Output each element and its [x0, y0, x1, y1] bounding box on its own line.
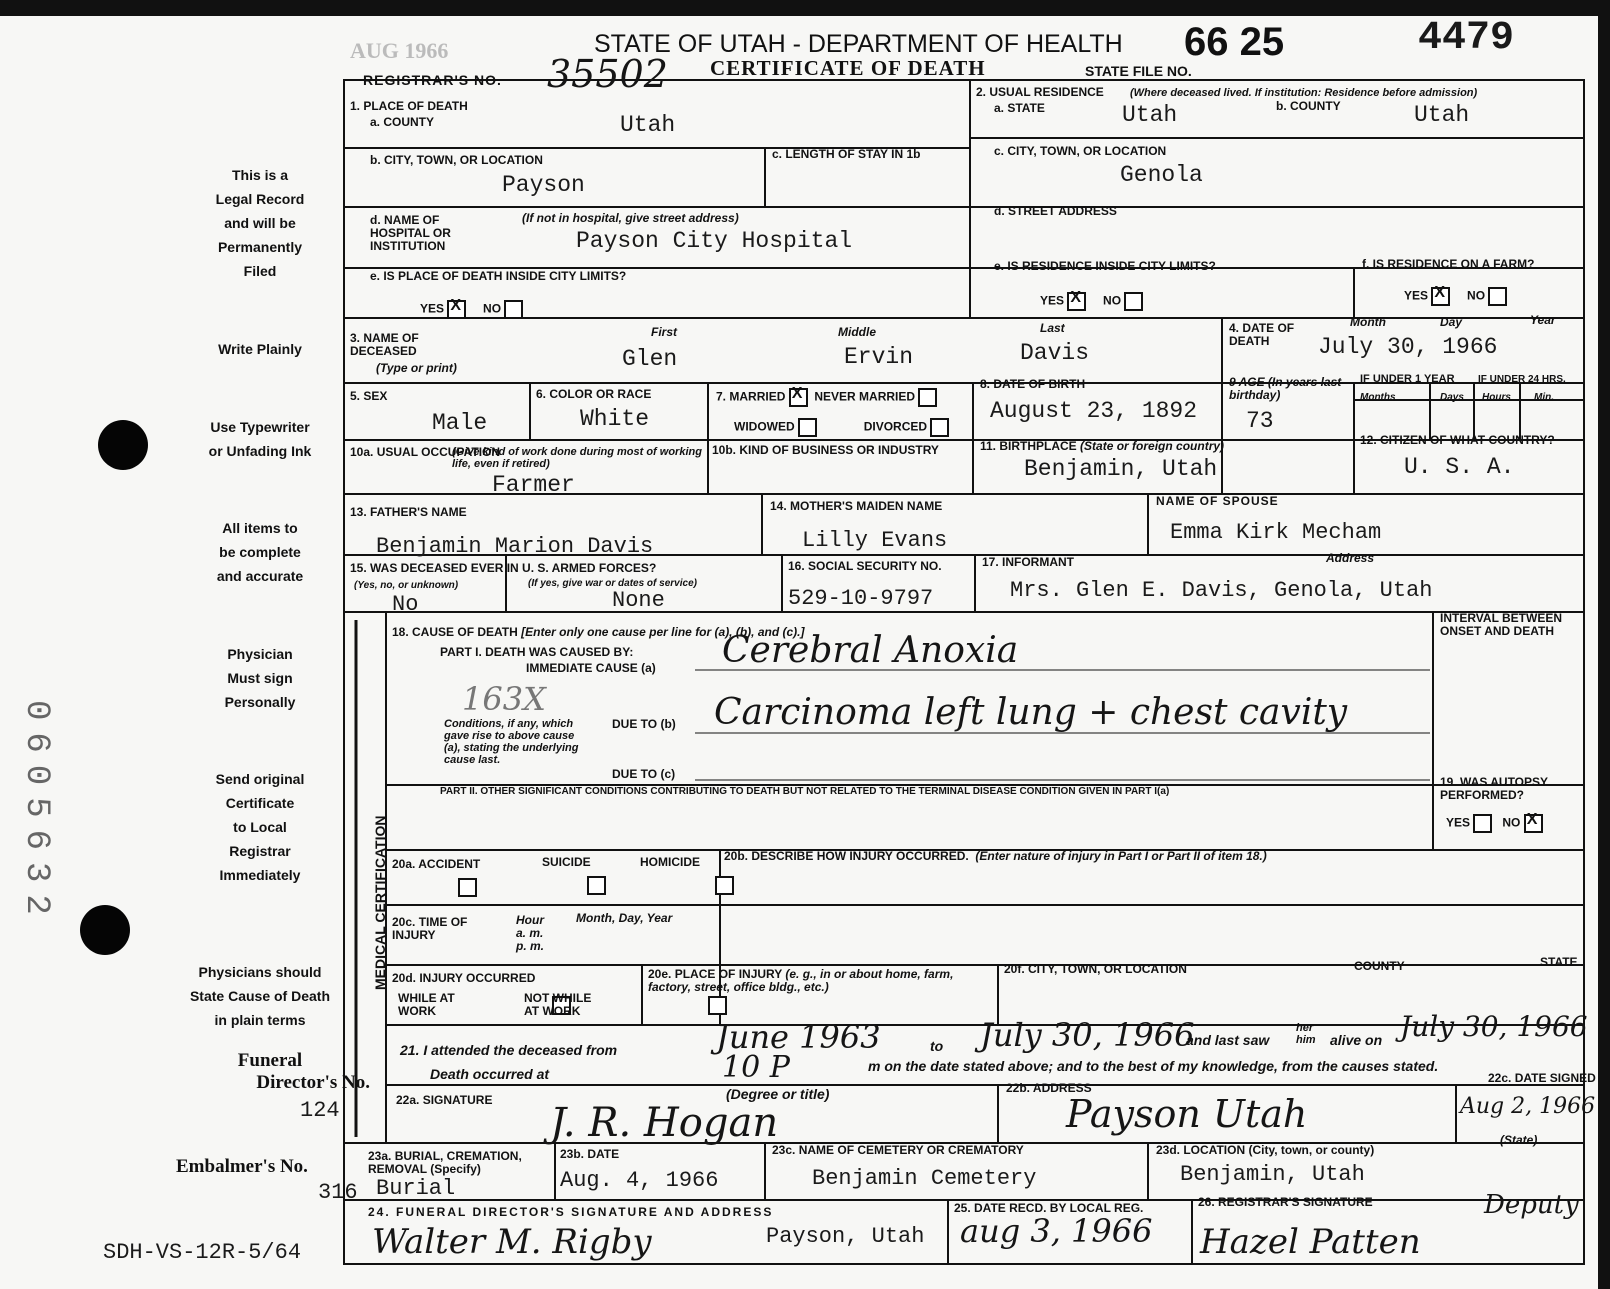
due-to-c-label: DUE TO (c)	[612, 767, 676, 781]
cemetery-label: 23c. NAME OF CEMETERY OR CREMATORY	[772, 1143, 1024, 1157]
war-value: None	[612, 588, 665, 613]
farm-yes-checkbox[interactable]	[1431, 287, 1450, 306]
physician-signature: J. R. Hogan	[550, 1100, 779, 1146]
autopsy-label: 19. WAS AUTOPSY PERFORMED?	[1440, 775, 1548, 802]
under-1-year-label: IF UNDER 1 YEAR	[1360, 373, 1455, 385]
injury-county-label: COUNTY	[1354, 959, 1405, 973]
hospital-name: Payson City Hospital	[576, 228, 853, 254]
to-label: to	[930, 1038, 944, 1054]
cause-a-value: Cerebral Anoxia	[722, 630, 1019, 671]
typewriter-note: Use Typewriter or Unfading Ink	[208, 419, 312, 459]
age-value: 73	[1246, 408, 1274, 434]
embalmer-number: 316	[318, 1180, 358, 1205]
punch-hole-bottom	[80, 905, 130, 955]
label-date-of-death: 4. DATE OF DEATH	[1229, 321, 1295, 348]
her-him-label: her him	[1296, 1022, 1316, 1046]
marital-status-bottom: WIDOWED DIVORCED	[734, 418, 949, 437]
on-date-stated-label: m on the date stated above; and to the best of my knowledge, from the causes stated.	[868, 1058, 1439, 1074]
injury-state-label: STATE	[1540, 955, 1578, 969]
date-signed-label: 22c. DATE SIGNED	[1488, 1071, 1596, 1085]
place-of-injury-label: 20e. PLACE OF INJURY (e. g., in or about home, farm, factory, street, office bldg., etc.)	[648, 967, 954, 994]
war-note: (If yes, give war or dates of service)	[528, 578, 697, 589]
residence-county: Utah	[1414, 102, 1470, 128]
cause-code: 163X	[462, 680, 546, 718]
registrar-no-value: 35502	[547, 52, 668, 96]
due-to-b-label: DUE TO (b)	[612, 717, 676, 731]
label-state: a. STATE	[994, 101, 1045, 115]
funeral-director-address: Payson, Utah	[766, 1224, 925, 1249]
date-recd-label: 25. DATE RECD. BY LOCAL REG.	[954, 1201, 1144, 1215]
birthplace-value: Benjamin, Utah	[1024, 456, 1218, 482]
father-name: Benjamin Marion Davis	[376, 534, 654, 559]
suicide-label: SUICIDE	[542, 855, 591, 869]
hours-label: Hours	[1482, 392, 1511, 403]
autopsy-yes-checkbox[interactable]	[1473, 814, 1492, 833]
physician-address: Payson Utah	[1066, 1092, 1308, 1136]
vertical-serial-number: 0605632	[17, 700, 55, 927]
married-checkbox[interactable]	[789, 388, 808, 407]
res-inside-city-checkboxes: YES X NO	[1040, 292, 1143, 311]
year-label: Year	[1530, 313, 1556, 327]
label-father: 13. FATHER'S NAME	[350, 505, 467, 519]
form-code: SDH-VS-12R-5/64	[103, 1240, 302, 1265]
label-usual-residence: 2. USUAL RESIDENCE	[976, 85, 1104, 99]
label-city: b. CITY, TOWN, OR LOCATION	[370, 153, 543, 167]
attended-label: 21. I attended the deceased from	[400, 1042, 618, 1058]
hospital-note: (If not in hospital, give street address)	[522, 211, 739, 225]
state-file-no-label: STATE FILE NO.	[1085, 63, 1192, 79]
occupation-note: (Give kind of work done during most of working life, even if retired)	[452, 446, 702, 470]
burial-date-label: 23b. DATE	[560, 1147, 620, 1161]
conditions-note: Conditions, if any, which gave rise to above cause (a), stating the underlying cause last.	[444, 718, 579, 766]
cemetery-location-value: Benjamin, Utah	[1180, 1162, 1365, 1187]
informant-value: Mrs. Glen E. Davis, Genola, Utah	[1010, 578, 1433, 603]
inside-city-yes-checkbox[interactable]	[447, 300, 466, 319]
address-22b-label: 22b. ADDRESS	[1006, 1081, 1092, 1095]
top-right-number: 4479	[1418, 16, 1515, 61]
file-number-handwritten: 66 25	[1184, 20, 1285, 64]
occupation-value: Farmer	[492, 472, 575, 498]
death-city: Payson	[502, 172, 585, 198]
label-county: a. COUNTY	[370, 115, 435, 129]
accident-checkbox[interactable]	[458, 878, 477, 897]
armed-forces-note: (Yes, no, or unknown)	[354, 580, 459, 591]
deputy-note: Deputy	[1484, 1190, 1579, 1220]
punch-hole-top	[98, 420, 148, 470]
degree-label: (Degree or title)	[726, 1086, 830, 1102]
homicide-label: HOMICIDE	[640, 855, 700, 869]
address-label: Address	[1326, 551, 1375, 565]
burial-date-value: Aug. 4, 1966	[560, 1168, 719, 1193]
label-race: 6. COLOR OR RACE	[536, 387, 652, 401]
date-signed-value: Aug 2, 1966	[1460, 1094, 1596, 1119]
label-street: d. STREET ADDRESS	[994, 204, 1117, 218]
death-occurred-label: Death occurred at	[430, 1066, 550, 1082]
label-farm: f. IS RESIDENCE ON A FARM?	[1362, 257, 1535, 271]
interval-label: INTERVAL BETWEEN ONSET AND DEATH	[1440, 611, 1563, 638]
type-or-print-note: (Type or print)	[376, 361, 457, 375]
never-married-checkbox[interactable]	[918, 388, 937, 407]
label-res-inside-city: e. IS RESIDENCE INSIDE CITY LIMITS?	[994, 259, 1216, 273]
funeral-director-number: 124	[300, 1098, 340, 1123]
last-label: Last	[1040, 321, 1065, 335]
label-res-county: b. COUNTY	[1276, 99, 1341, 113]
month-label: Month	[1350, 315, 1386, 329]
mother-name: Lilly Evans	[802, 528, 948, 553]
farm-checkboxes: YES X NO	[1404, 287, 1507, 306]
birth-date: August 23, 1892	[990, 398, 1198, 424]
embalmer-label: Embalmer's No.	[176, 1156, 308, 1177]
residence-note: (Where deceased lived. If institution: Residence before admission)	[1130, 87, 1478, 99]
middle-label: Middle	[838, 325, 876, 339]
suicide-checkbox[interactable]	[587, 876, 606, 895]
homicide-checkbox[interactable]	[715, 876, 734, 895]
attended-to-value: July 30, 1966	[980, 1016, 1195, 1054]
date-of-death: July 30, 1966	[1318, 334, 1498, 360]
cause-terms-note: Physicians should State Cause of Death in plain terms	[189, 964, 331, 1028]
label-cause-of-death: 18. CAUSE OF DEATH [Enter only one cause per line for (a), (b), and (c).]	[392, 625, 805, 639]
funeral-director-signature: Walter M. Rigby	[372, 1222, 652, 1262]
alive-on-value: July 30, 1966	[1400, 1010, 1588, 1043]
accident-label: 20a. ACCIDENT	[392, 857, 481, 871]
signature-label: 22a. SIGNATURE	[396, 1093, 493, 1107]
sex-value: Male	[432, 410, 488, 436]
month-day-year-label: Month, Day, Year	[576, 911, 673, 925]
label-inside-city: e. IS PLACE OF DEATH INSIDE CITY LIMITS?	[370, 269, 627, 283]
autopsy-checkboxes: YES NO X	[1446, 814, 1543, 833]
registrar-signature: Hazel Patten	[1200, 1222, 1421, 1262]
label-ssn: 16. SOCIAL SECURITY NO.	[788, 559, 942, 573]
write-plainly-note: Write Plainly	[218, 341, 302, 357]
cemetery-location-label: 23d. LOCATION (City, town, or county)	[1156, 1143, 1375, 1157]
death-inside-city-checkboxes: YES X NO	[420, 300, 523, 319]
part-1-label: PART I. DEATH WAS CAUSED BY:	[440, 645, 634, 659]
residence-city: Genola	[1120, 162, 1203, 188]
time-of-injury-label: 20c. TIME OF INJURY	[392, 915, 468, 942]
marital-status-top: 7. MARRIED X NEVER MARRIED	[716, 388, 937, 407]
state-paren-label: (State)	[1500, 1133, 1538, 1147]
label-hospital: d. NAME OF HOSPITAL OR INSTITUTION	[370, 213, 451, 253]
label-age: 9 AGE (In years last birthday)	[1229, 375, 1342, 402]
part-2-label: PART II. OTHER SIGNIFICANT CONDITIONS CONTRIBUTING TO DEATH BUT NOT RELATED TO THE TERMINAL DISEASE CONDITION GIVEN IN PART I(a)	[440, 786, 1170, 797]
months-label: Months	[1360, 392, 1396, 403]
received-stamp: AUG 1966	[350, 38, 449, 63]
last-saw-label: and last saw	[1186, 1032, 1270, 1048]
cemetery-value: Benjamin Cemetery	[812, 1166, 1037, 1191]
farm-no-checkbox[interactable]	[1488, 287, 1507, 306]
complete-note: All items to be complete and accurate	[216, 520, 304, 584]
funeral-director-label: Funeral Director's No.	[237, 1050, 370, 1093]
funeral-director-sig-label: 24. FUNERAL DIRECTOR'S SIGNATURE AND ADDRESS	[368, 1205, 774, 1219]
label-mother: 14. MOTHER'S MAIDEN NAME	[770, 499, 943, 513]
label-occupation: 10a. USUAL OCCUPATION	[350, 445, 501, 459]
ssn-value: 529-10-9797	[788, 586, 934, 611]
label-name-deceased: 3. NAME OF DECEASED	[350, 331, 419, 358]
middle-name: Ervin	[844, 344, 914, 370]
first-name: Glen	[622, 346, 678, 372]
label-sex: 5. SEX	[350, 389, 388, 403]
label-birth-date: 8. DATE OF BIRTH	[980, 377, 1086, 391]
divorced-checkbox[interactable]	[930, 418, 949, 437]
injury-city-label: 20f. CITY, TOWN, OR LOCATION	[1004, 962, 1187, 976]
res-inside-no-checkbox[interactable]	[1124, 292, 1143, 311]
label-informant: 17. INFORMANT	[982, 555, 1075, 569]
registrar-no-label: REGISTRAR'S NO.	[363, 72, 502, 88]
while-at-work-label: WHILE AT WORK	[398, 991, 455, 1018]
label-length-of-stay: c. LENGTH OF STAY IN 1b	[772, 147, 921, 161]
death-county: Utah	[620, 112, 676, 138]
label-business: 10b. KIND OF BUSINESS OR INDUSTRY	[712, 443, 939, 457]
legal-record-note: This is a Legal Record and will be Permanently Filed	[215, 167, 305, 279]
last-name: Davis	[1020, 340, 1090, 366]
physician-note: Physician Must sign Personally	[224, 646, 296, 710]
first-label: First	[651, 325, 678, 339]
label-armed-forces: 15. WAS DECEASED EVER IN U. S. ARMED FORCES?	[350, 561, 657, 575]
burial-value: Burial	[376, 1176, 456, 1201]
under-24-label: IF UNDER 24 HRS.	[1478, 374, 1566, 385]
days-label: Days	[1440, 392, 1464, 403]
race-value: White	[580, 406, 650, 432]
burial-label: 23a. BURIAL, CREMATION, REMOVAL (Specify)	[368, 1149, 522, 1176]
not-while-checkbox[interactable]	[708, 996, 727, 1015]
certificate-title: CERTIFICATE OF DEATH	[710, 56, 986, 80]
injury-description-label: 20b. DESCRIBE HOW INJURY OCCURRED. (Enter nature of injury in Part I or Part II of item 18.)	[724, 849, 1267, 863]
alive-on-label: alive on	[1330, 1032, 1383, 1048]
cause-b-value: Carcinoma left lung + chest cavity	[714, 692, 1348, 733]
autopsy-no-checkbox[interactable]	[1524, 814, 1543, 833]
date-recd-value: aug 3, 1966	[960, 1212, 1153, 1250]
widowed-checkbox[interactable]	[798, 418, 817, 437]
armed-forces-value: No	[392, 592, 419, 617]
registrar-sig-label: 26. REGISTRAR'S SIGNATURE	[1198, 1195, 1373, 1209]
injury-occurred-label: 20d. INJURY OCCURRED	[392, 971, 536, 985]
inside-city-no-checkbox[interactable]	[504, 300, 523, 319]
day-label: Day	[1440, 315, 1463, 329]
agency-title: STATE OF UTAH - DEPARTMENT OF HEALTH	[594, 30, 1123, 58]
label-res-city: c. CITY, TOWN, OR LOCATION	[994, 144, 1167, 158]
immediate-cause-label: IMMEDIATE CAUSE (a)	[526, 661, 656, 675]
res-inside-yes-checkbox[interactable]	[1067, 292, 1086, 311]
label-birthplace: 11. BIRTHPLACE (State or foreign country)	[980, 439, 1225, 453]
death-time-value: 10 P	[722, 1050, 790, 1085]
label-spouse: NAME OF SPOUSE	[1156, 494, 1279, 508]
hour-ampm-label: Hour a. m. p. m.	[516, 913, 545, 953]
label-place-of-death: 1. PLACE OF DEATH	[350, 99, 468, 113]
medical-certification-label: MEDICAL CERTIFICATION	[372, 815, 388, 990]
residence-state: Utah	[1122, 102, 1178, 128]
not-while-label: NOT WHILE AT WORK	[524, 991, 592, 1018]
attended-from-value: June 1963	[716, 1018, 881, 1056]
send-original-note: Send original Certificate to Local Registrar Immediately	[215, 771, 305, 883]
citizen-value: U. S. A.	[1404, 454, 1515, 480]
spouse-name: Emma Kirk Mecham	[1170, 520, 1382, 545]
label-citizen: 12. CITIZEN OF WHAT COUNTRY?	[1360, 433, 1555, 447]
min-label: Min.	[1534, 392, 1554, 403]
